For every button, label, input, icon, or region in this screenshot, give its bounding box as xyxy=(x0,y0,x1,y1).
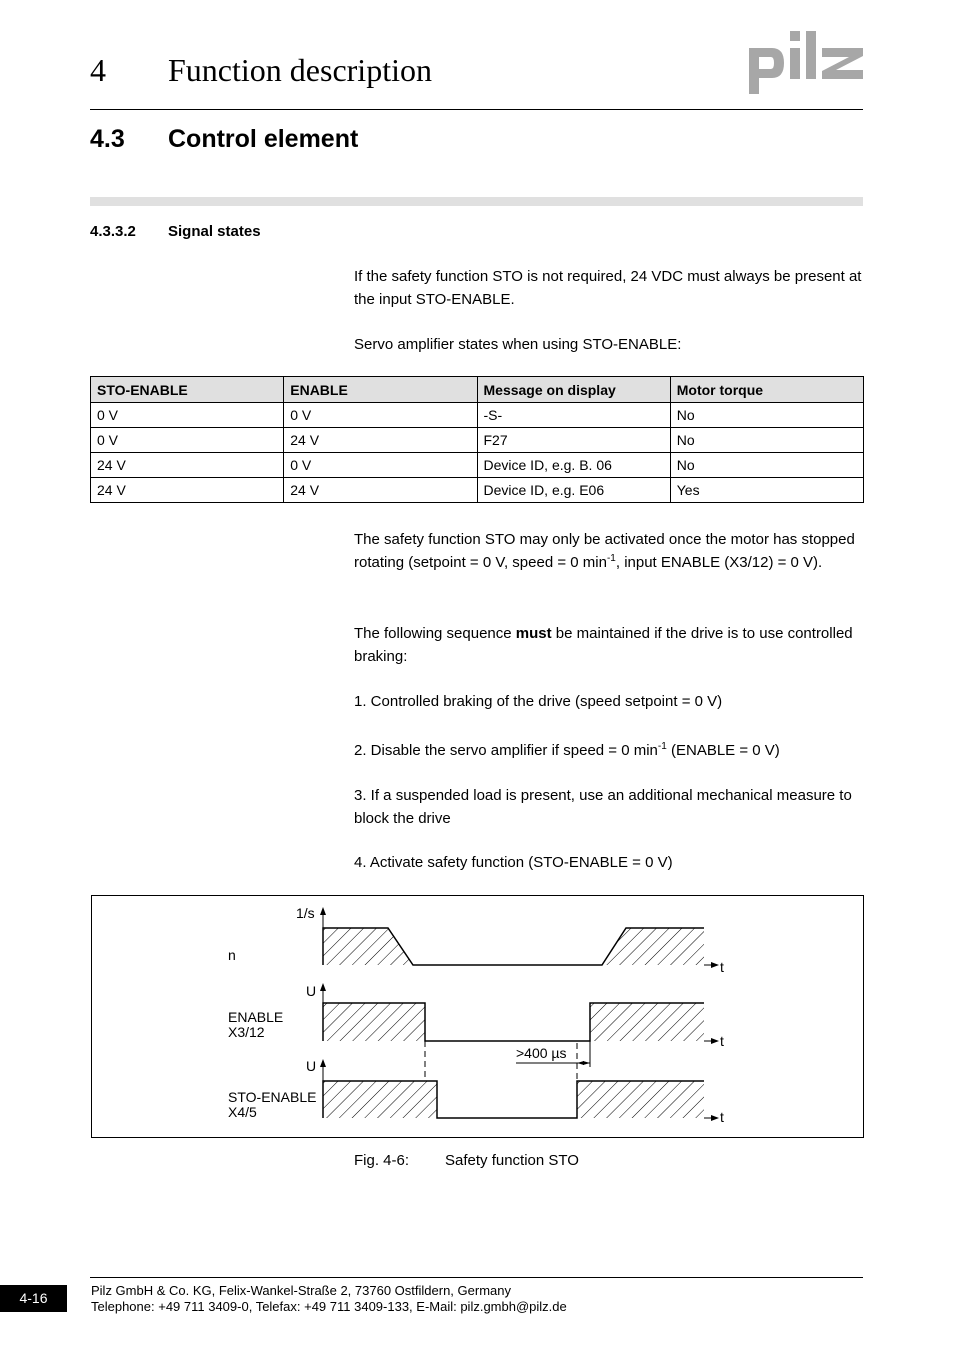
table-cell: 0 V xyxy=(284,453,477,478)
sto-terminal-label: X4/5 xyxy=(228,1104,257,1120)
chapter-title: Function description xyxy=(168,52,432,88)
step-2 xyxy=(354,739,866,762)
column-header: STO-ENABLE xyxy=(91,377,284,403)
section-title: Control element xyxy=(168,125,359,153)
table-cell: 24 V xyxy=(284,428,477,453)
table-cell: 0 V xyxy=(284,403,477,428)
step-2-text-2: (ENABLE = 0 V) xyxy=(666,742,780,759)
speed-label: n xyxy=(228,947,236,963)
step-3: 3. If a suspended load is present, use an additional mechanical measure to block the drive xyxy=(354,787,852,827)
intro-paragraph: If the safety function STO is not required, 24 VDC must always be present at the input STO-ENABLE. xyxy=(354,268,862,308)
voltage-unit-label: U xyxy=(306,1058,317,1074)
time-axis-label: t xyxy=(720,1033,724,1049)
time-axis-label: t xyxy=(720,1109,724,1125)
step-1: 1. Controlled braking of the drive (speed setpoint = 0 V) xyxy=(354,693,723,710)
subsection-title: Signal states xyxy=(168,223,261,240)
section-number: 4.3 xyxy=(90,125,125,153)
column-header: ENABLE xyxy=(284,377,477,403)
sequence-emphasis: must xyxy=(515,625,552,642)
column-header: Message on display xyxy=(477,377,670,403)
sto-enable-trace xyxy=(320,1059,719,1121)
table-cell: 0 V xyxy=(91,428,284,453)
column-header: Motor torque xyxy=(670,377,863,403)
table-row xyxy=(91,403,864,428)
page-number: 4-16 xyxy=(0,1285,67,1312)
table-intro: Servo amplifier states when using STO-ENABLE: xyxy=(354,336,682,353)
table-row xyxy=(91,453,864,478)
step-2-superscript: -1 xyxy=(657,741,667,752)
step-2-text-1: 2. Disable the servo amplifier if speed = 0 min xyxy=(354,742,658,759)
table-cell: F27 xyxy=(477,428,670,453)
time-axis-label: t xyxy=(720,959,724,975)
enable-trace xyxy=(320,983,719,1044)
table-cell: 24 V xyxy=(91,453,284,478)
table-cell: No xyxy=(670,428,863,453)
table-cell: Device ID, e.g. B. 06 xyxy=(477,453,670,478)
sto-text-2: , input ENABLE (X3/12) = 0 V). xyxy=(615,554,823,571)
signal-states-table xyxy=(90,376,864,503)
enable-label: ENABLE xyxy=(228,1009,284,1025)
section-divider xyxy=(90,197,863,206)
header-rule xyxy=(90,109,863,110)
subsection-number: 4.3.3.2 xyxy=(90,223,136,240)
delay-label: >400 µs xyxy=(516,1045,567,1061)
sequence-paragraph xyxy=(354,622,866,668)
sto-activation-paragraph xyxy=(354,528,866,574)
enable-terminal-label: X3/12 xyxy=(228,1024,265,1040)
figure-caption-number: Fig. 4-6: xyxy=(354,1152,410,1169)
footer-contact: Telephone: +49 711 3409-0, Telefax: +49 711 3409-133, E-Mail: pilz.gmbh@pilz.de xyxy=(91,1299,567,1314)
table-row xyxy=(91,428,864,453)
voltage-unit-label: U xyxy=(306,983,317,999)
speed-unit-label: 1/s xyxy=(296,905,315,921)
delay-arrow xyxy=(577,1061,584,1065)
table-cell: -S- xyxy=(477,403,670,428)
speed-trace xyxy=(320,907,719,968)
table-cell: 24 V xyxy=(91,478,284,503)
table-cell: 0 V xyxy=(91,403,284,428)
pilz-logo xyxy=(746,28,866,96)
timing-diagram xyxy=(91,895,863,1137)
table-cell: No xyxy=(670,403,863,428)
delay-arrow xyxy=(583,1061,590,1065)
table-cell: 24 V xyxy=(284,478,477,503)
table-cell: Yes xyxy=(670,478,863,503)
sto-enable-label: STO-ENABLE xyxy=(228,1089,317,1105)
table-cell: No xyxy=(670,453,863,478)
figure-caption-title: Safety function STO xyxy=(445,1152,579,1169)
sequence-text-2: be maintained if the drive is to use controlled braking: xyxy=(354,625,853,665)
sto-text-1: The safety function STO may only be activated once the motor has stopped rotating (setpoint = 0 V, speed = 0 min xyxy=(354,531,855,571)
table-cell: Device ID, e.g. E06 xyxy=(477,478,670,503)
sequence-text-1: The following sequence xyxy=(354,625,516,642)
step-4: 4. Activate safety function (STO-ENABLE = 0 V) xyxy=(354,854,673,871)
footer-address: Pilz GmbH & Co. KG, Felix-Wankel-Straße 2, 73760 Ostfildern, Germany xyxy=(91,1283,511,1298)
sto-superscript: -1 xyxy=(606,553,616,564)
chapter-number: 4 xyxy=(90,52,106,88)
table-header-row xyxy=(91,377,864,403)
table-row xyxy=(91,478,864,503)
footer-rule xyxy=(90,1277,863,1278)
